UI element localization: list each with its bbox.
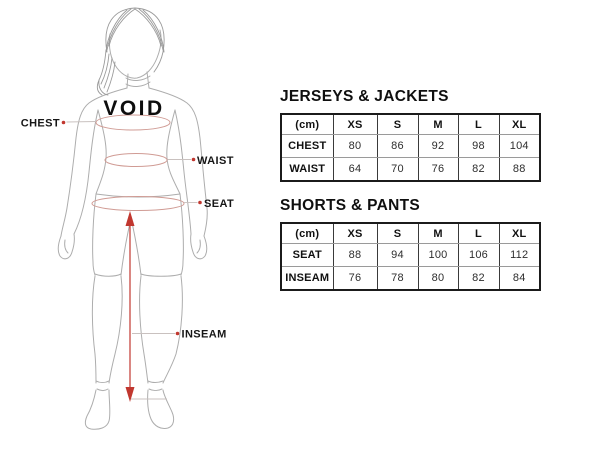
seat-m: 100 <box>418 244 458 267</box>
inseam-label: INSEAM <box>181 328 227 341</box>
waist-s: 70 <box>377 158 418 181</box>
waist-row-label: WAIST <box>281 158 333 181</box>
inseam-row-label: INSEAM <box>281 267 333 290</box>
jerseys-jackets-title: JERSEYS & JACKETS <box>280 88 449 105</box>
size-col-xs: XS <box>333 223 377 244</box>
shorts-pants-table <box>280 222 541 291</box>
arrow-head-down <box>126 387 135 402</box>
chest-xl: 104 <box>499 135 540 158</box>
waist-label: WAIST <box>197 155 234 167</box>
chest-m: 92 <box>418 135 458 158</box>
body-outline-lines <box>58 30 207 429</box>
inseam-dot <box>176 332 180 336</box>
table-row <box>281 135 540 158</box>
chest-xs: 80 <box>333 135 377 158</box>
seat-ellipse <box>92 197 184 211</box>
shorts-pants-section <box>280 197 540 291</box>
jerseys-jackets-table <box>280 113 541 182</box>
unit-header-cell: (cm) <box>281 223 333 244</box>
waist-l: 82 <box>458 158 499 181</box>
size-col-xl: XL <box>499 114 540 135</box>
jerseys-jackets-section <box>280 88 540 182</box>
measurement-figure <box>0 0 270 456</box>
seat-l: 106 <box>458 244 499 267</box>
size-col-m: M <box>418 114 458 135</box>
chest-connector <box>67 122 97 123</box>
hair-lines <box>97 8 164 95</box>
chest-row-label: CHEST <box>281 135 333 158</box>
seat-dot <box>198 201 202 205</box>
waist-dot <box>192 158 196 162</box>
chest-dot <box>62 121 66 125</box>
seat-label: SEAT <box>204 198 235 210</box>
waist-xs: 64 <box>333 158 377 181</box>
size-col-s: S <box>377 223 418 244</box>
inseam-s: 78 <box>377 267 418 290</box>
table-row <box>281 158 540 181</box>
table-row <box>281 244 540 267</box>
chest-label: CHEST <box>20 117 60 130</box>
arrow-head-up <box>126 211 135 226</box>
marker-dots <box>62 121 202 336</box>
size-col-s: S <box>377 114 418 135</box>
table-header-row <box>281 114 540 135</box>
seat-xs: 88 <box>333 244 377 267</box>
unit-header-cell: (cm) <box>281 114 333 135</box>
inseam-l: 82 <box>458 267 499 290</box>
waist-m: 76 <box>418 158 458 181</box>
seat-xl: 112 <box>499 244 540 267</box>
chest-l: 98 <box>458 135 499 158</box>
table-header-row <box>281 223 540 244</box>
inseam-xl: 84 <box>499 267 540 290</box>
void-logo: VOID <box>103 97 165 120</box>
size-col-xs: XS <box>333 114 377 135</box>
shorts-pants-title: SHORTS & PANTS <box>280 197 420 214</box>
inseam-m: 80 <box>418 267 458 290</box>
size-col-xl: XL <box>499 223 540 244</box>
seat-row-label: SEAT <box>281 244 333 267</box>
waist-ellipse <box>105 154 167 167</box>
seat-s: 94 <box>377 244 418 267</box>
size-col-l: L <box>458 223 499 244</box>
chest-s: 86 <box>377 135 418 158</box>
inseam-xs: 76 <box>333 267 377 290</box>
table-row <box>281 267 540 290</box>
waist-xl: 88 <box>499 158 540 181</box>
size-col-l: L <box>458 114 499 135</box>
connector-lines <box>67 122 198 400</box>
size-col-m: M <box>418 223 458 244</box>
